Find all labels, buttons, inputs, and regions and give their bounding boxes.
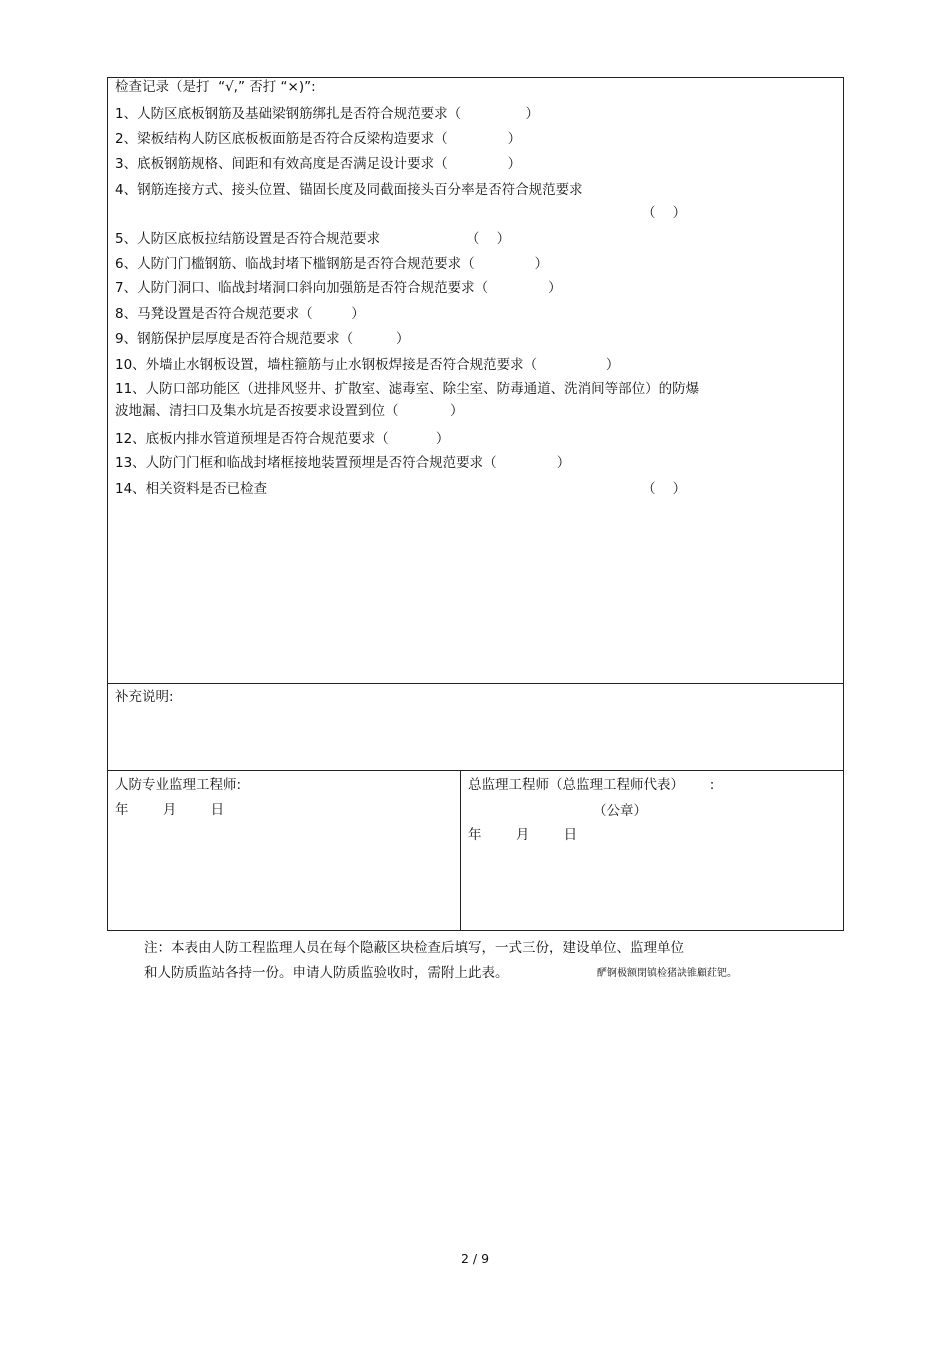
check-item-2: 2、梁板结构人防区底板板面筋是否符合反梁构造要求（ ） — [115, 131, 522, 147]
inspection-record-header: 检查记录（是打 “√,” 否打 “×)”: — [115, 79, 316, 95]
check-item-14: 14、相关资料是否已检查 — [115, 481, 268, 497]
chief-engineer-label: 总监理工程师（总监理工程师代表） : — [468, 777, 715, 793]
check-item-11-cont: 波地漏、清扫口及集水坑是否按要求设置到位（ ） — [115, 403, 464, 419]
check-item-7: 7、人防门洞口、临战封堵洞口斜向加强筋是否符合规范要求（ ） — [115, 280, 562, 296]
inspection-record-section — [108, 78, 843, 684]
check-item-11: 11、人防口部功能区（进排风竖井、扩散室、滤毒室、除尘室、防毒通道、洗消间等部位）的防爆 — [115, 381, 700, 397]
footnote-line-1: 注：本表由人防工程监理人员在每个隐蔽区块检查后填写，一式三份，建设单位、监理单位 — [144, 940, 684, 956]
check-item-10: 10、外墙止水钢板设置，墙柱箍筋与止水钢板焊接是否符合规范要求（ ） — [115, 357, 620, 373]
page-number: 2 / 9 — [460, 1251, 490, 1266]
check-item-6: 6、人防门门槛钢筋、临战封堵下槛钢筋是否符合规范要求（ ） — [115, 256, 549, 272]
signature-section — [108, 771, 843, 931]
supplement-label: 补充说明: — [115, 689, 174, 705]
check-item-12: 12、底板内排水管道预埋是否符合规范要求（ ） — [115, 431, 450, 447]
footnote-garbled-text: 酽锕极额閉镇检猪訣锥顧荭钯。 — [597, 968, 737, 979]
footnote-line-2: 和人防质监站各持一份。申请人防质监验收时，需附上此表。 — [144, 965, 509, 981]
check-item-8: 8、马凳设置是否符合规范要求（ ） — [115, 306, 365, 322]
official-seal-label: （公章） — [593, 803, 647, 819]
check-item-3: 3、底板钢筋规格、间距和有效高度是否满足设计要求（ ） — [115, 156, 522, 172]
check-item-4: 4、钢筋连接方式、接头位置、锚固长度及同截面接头百分率是否符合规范要求 — [115, 182, 583, 198]
check-item-9: 9、钢筋保护层厚度是否符合规范要求（ ） — [115, 331, 410, 347]
inspection-form-table — [107, 77, 844, 931]
check-item-1: 1、人防区底板钢筋及基础梁钢筋绑扎是否符合规范要求（ ） — [115, 106, 539, 122]
supplement-section — [108, 684, 843, 771]
check-item-5: 5、人防区底板拉结筋设置是否符合规范要求 （ ） — [115, 231, 511, 247]
check-item-13: 13、人防门门框和临战封堵框接地装置预埋是否符合规范要求（ ） — [115, 455, 571, 471]
chief-engineer-date: 年 月 日 — [468, 827, 578, 843]
civil-defense-engineer-cell — [108, 771, 461, 931]
check-item-4-mark: （ ） — [642, 205, 687, 221]
check-item-14-mark: （ ） — [642, 481, 687, 497]
civil-defense-engineer-date: 年 月 日 — [115, 802, 225, 818]
chief-engineer-cell — [461, 771, 843, 931]
civil-defense-engineer-label: 人防专业监理工程师: — [115, 777, 242, 793]
